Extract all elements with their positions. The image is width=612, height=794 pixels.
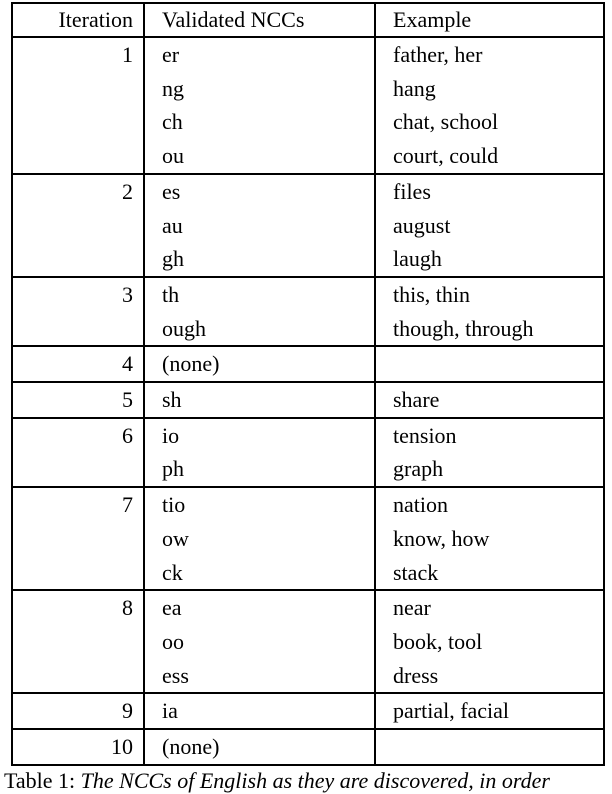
ncc-cell: ng	[144, 72, 375, 106]
table-row	[12, 209, 604, 243]
ncc-cell: gh	[144, 242, 375, 277]
iteration-cell: 6	[12, 418, 144, 453]
ncc-cell: er	[144, 37, 375, 72]
table-row	[12, 105, 604, 139]
example-cell: stack	[375, 556, 604, 591]
table-row	[12, 139, 604, 174]
iteration-cell	[12, 522, 144, 556]
table-row	[12, 242, 604, 277]
table-row	[12, 590, 604, 625]
ncc-cell: ess	[144, 659, 375, 694]
example-cell: father, her	[375, 37, 604, 72]
example-cell: chat, school	[375, 105, 604, 139]
table-row	[12, 659, 604, 694]
ncc-cell: ph	[144, 452, 375, 487]
table-row	[12, 452, 604, 487]
ncc-cell: es	[144, 174, 375, 209]
example-cell: share	[375, 382, 604, 418]
table-row	[12, 346, 604, 382]
iteration-cell: 4	[12, 346, 144, 382]
example-cell: this, thin	[375, 277, 604, 312]
iteration-cell	[12, 625, 144, 659]
example-cell: know, how	[375, 522, 604, 556]
example-cell: hang	[375, 72, 604, 106]
iteration-cell: 10	[12, 729, 144, 765]
table-row	[12, 37, 604, 72]
iteration-cell	[12, 556, 144, 591]
example-cell: graph	[375, 452, 604, 487]
ncc-cell: au	[144, 209, 375, 243]
caption-text: The NCCs of English as they are discovered, in order	[80, 768, 550, 793]
table-row	[12, 522, 604, 556]
table-row	[12, 72, 604, 106]
example-cell: book, tool	[375, 625, 604, 659]
iteration-cell	[12, 139, 144, 174]
ncc-cell: ch	[144, 105, 375, 139]
example-cell: near	[375, 590, 604, 625]
example-cell: partial, facial	[375, 693, 604, 729]
table-row	[12, 418, 604, 453]
table-row	[12, 382, 604, 418]
ncc-cell: oo	[144, 625, 375, 659]
header-iteration: Iteration	[12, 3, 144, 37]
example-cell: court, could	[375, 139, 604, 174]
table-caption	[4, 768, 550, 794]
example-cell: though, through	[375, 312, 604, 347]
example-cell: dress	[375, 659, 604, 694]
table-row	[12, 625, 604, 659]
table-row	[12, 277, 604, 312]
header-validated-nccs: Validated NCCs	[144, 3, 375, 37]
table-row	[12, 487, 604, 522]
iteration-cell	[12, 242, 144, 277]
example-cell: tension	[375, 418, 604, 453]
caption-label: Table 1:	[4, 768, 76, 793]
example-cell	[375, 729, 604, 765]
example-cell	[375, 346, 604, 382]
ncc-cell: ou	[144, 139, 375, 174]
table-row	[12, 556, 604, 591]
ncc-cell: tio	[144, 487, 375, 522]
table-row	[12, 312, 604, 347]
table-body	[12, 37, 604, 765]
ncc-table	[11, 2, 605, 766]
ncc-cell: (none)	[144, 729, 375, 765]
ncc-cell: ck	[144, 556, 375, 591]
iteration-cell: 8	[12, 590, 144, 625]
iteration-cell	[12, 105, 144, 139]
table-row	[12, 729, 604, 765]
iteration-cell: 1	[12, 37, 144, 72]
iteration-cell: 5	[12, 382, 144, 418]
ncc-cell: (none)	[144, 346, 375, 382]
table-row	[12, 174, 604, 209]
ncc-cell: ea	[144, 590, 375, 625]
ncc-cell: th	[144, 277, 375, 312]
ncc-cell: ow	[144, 522, 375, 556]
example-cell: august	[375, 209, 604, 243]
example-cell: files	[375, 174, 604, 209]
iteration-cell: 7	[12, 487, 144, 522]
iteration-cell: 9	[12, 693, 144, 729]
ncc-cell: io	[144, 418, 375, 453]
iteration-cell: 3	[12, 277, 144, 312]
iteration-cell: 2	[12, 174, 144, 209]
iteration-cell	[12, 659, 144, 694]
iteration-cell	[12, 452, 144, 487]
table-header-row	[12, 3, 604, 37]
iteration-cell	[12, 312, 144, 347]
example-cell: nation	[375, 487, 604, 522]
ncc-cell: ough	[144, 312, 375, 347]
header-example: Example	[375, 3, 604, 37]
iteration-cell	[12, 209, 144, 243]
ncc-cell: sh	[144, 382, 375, 418]
ncc-cell: ia	[144, 693, 375, 729]
example-cell: laugh	[375, 242, 604, 277]
table-row	[12, 693, 604, 729]
iteration-cell	[12, 72, 144, 106]
